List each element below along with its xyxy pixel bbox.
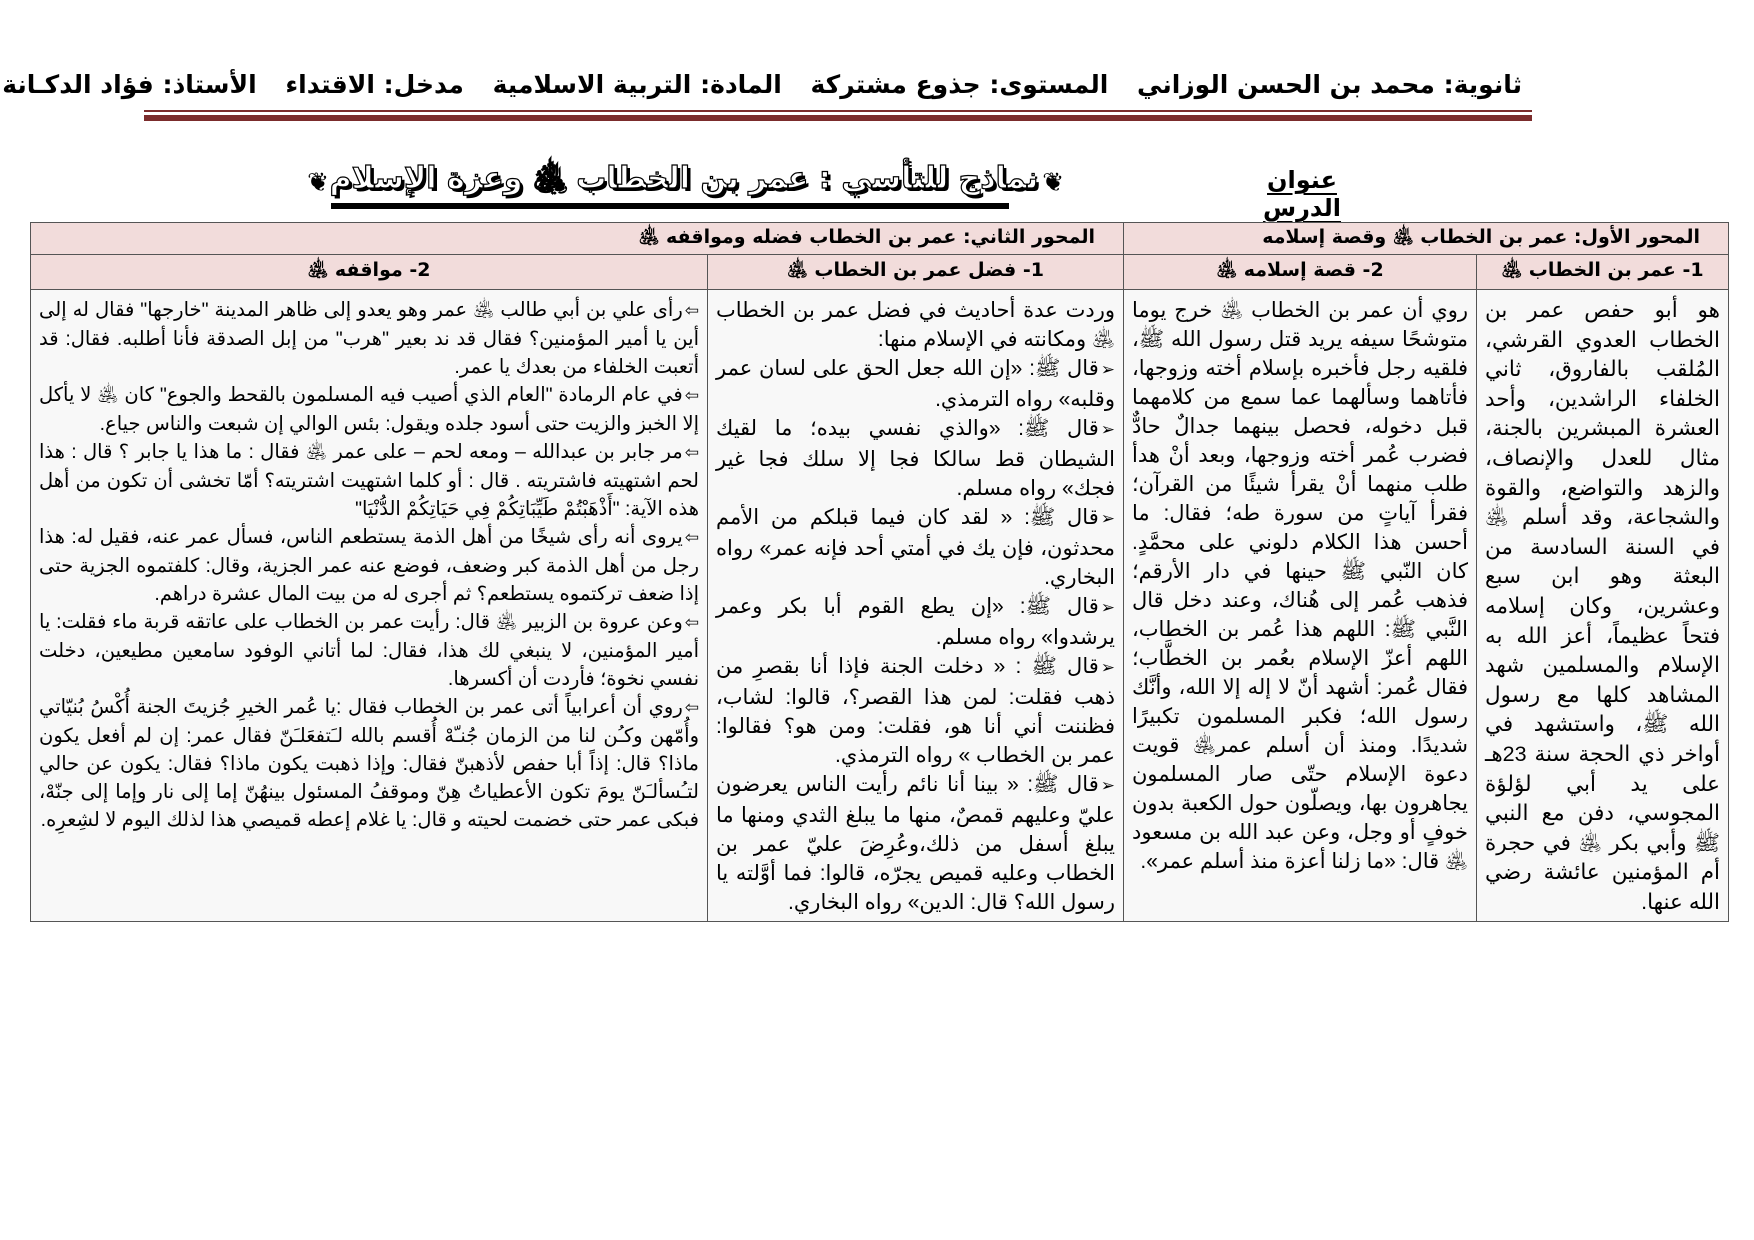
stance-item bbox=[40, 296, 700, 381]
stance-item bbox=[40, 381, 700, 438]
stance-item bbox=[40, 523, 700, 608]
hollow-arrow-bullet-icon: ⇦ bbox=[685, 443, 700, 463]
document-header bbox=[3, 70, 1533, 99]
stance-text: مر جابر بن عبدالله – ومعه لحم – على عمر ﵁ فقال : ما هذا يا جابر ؟ قال : هذا لحم اشتهيته فاشتريته . قال : أو كلما اشتهيت اشتريته؟ أمّا تخشى أن تكون من أهل هذه الآية: "أَذْهَبْتُمْ طَيِّبَاتِكُمْ فِي حَيَاتِكُمْ الدُّنْيَا" bbox=[40, 441, 701, 520]
hadith-text: قال ﷺ: «إن الله جعل الحق على لسان عمر وقلبه» رواه الترمذي. bbox=[717, 357, 1116, 411]
stance-text: روي أن أعرابياً أتى عمر بن الخطاب فقال :يا عُمر الخيرِ جُزيتَ الجنة أُكْسُ بُنيّاتي وأُمّهن وكـُن لنا من الزمان جُنـّهْ أُقسم بالله لـَتفعَلـَنّ فقال عمر: إن لم أفعل يكون ماذا؟ قال: إذاً أبا حفص لأذهبنّ فقال: وإذا ذهبت يكون ماذا؟ فقال: يكون عن حالي لتـُسألـَنّ يومَ تكون الأعطياتُ هِنّ وموقفُ المسئول بينهُنّ إما إلى نار وإما إلى جنّهْ، فبكى عمر حتى خضمت لحيته و قال: يا غلام إعطه قميصي هذا لذلك اليوم لا لشِعرِه. bbox=[40, 696, 700, 831]
stance-text: يروى أنه رأى شيخًا من أهل الذمة يستطعم الناس، فسأل عمر عنه، فقيل له: هذا رجل من أهل الذمة كبر وضعف، فوضع عنه عمر الجزية، وقال: كلفتموه الجزية حتى إذا ضعف تركتموه يستطعم؟ ثم أجرى له من بيت المال عشرة دراهم. bbox=[40, 526, 700, 605]
arrow-bullet-icon: ➢ bbox=[1101, 509, 1116, 529]
header-divider-thin bbox=[145, 110, 1533, 112]
level: المستوى: جذوع مشتركة bbox=[811, 70, 1110, 99]
title-underline bbox=[332, 203, 1010, 209]
biography-text: هو أبو حفص عمر بن الخطاب العدوي القرشي، المُلقب بالفاروق، ثاني الخلفاء الراشدين، وأحد العشرة المبشرين بالجنة، مثال للعدل والإنصاف، والزهد والتواضع، والقوة والشجاعة، وقد أسلم ﵁ في السنة السادسة من البعثة وهو ابن سبع وعشرين، وكان إسلامه فتحاً عظيماً، أعز الله به الإسلام والمسلمين شهد المشاهد كلها مع رسول الله ﷺ، واستشهد في أواخر ذي الحجة سنة 23هـ على يد أبي لؤلؤة المجوسي، دفن مع النبي ﷺ وأبي بكر ﵁ في حجرة أم المؤمنين عائشة رضي الله عنها. bbox=[1486, 298, 1722, 914]
biography-cell bbox=[1478, 290, 1730, 922]
hollow-arrow-bullet-icon: ⇦ bbox=[685, 698, 700, 718]
teacher: الأستاذ: فؤاد الدكـانة bbox=[3, 70, 258, 99]
arrow-bullet-icon: ➢ bbox=[1101, 776, 1116, 796]
stance-item bbox=[40, 693, 700, 834]
conversion-story-cell bbox=[1125, 290, 1478, 922]
column-heading-virtues: 1- فضل عمر بن الخطاب ﵁ bbox=[709, 255, 1125, 290]
subject: المادة: التربية الاسلامية bbox=[493, 70, 783, 99]
hadith-item bbox=[717, 592, 1116, 652]
stance-item bbox=[40, 608, 700, 693]
ornament-icon: ❦ bbox=[1043, 169, 1062, 194]
hadith-item bbox=[717, 770, 1116, 917]
hollow-arrow-bullet-icon: ⇦ bbox=[685, 528, 700, 548]
arrow-bullet-icon: ➢ bbox=[1101, 658, 1116, 678]
hadith-text: قال ﷺ: « بينا أنا نائم رأيت الناس يعرضون عليّ وعليهم قمصٌ، منها ما يبلغ الثدي ومنها ما يبلغ أسفل من ذلك،وعُرِضَ عليّ عمر بن الخطاب وعليه قميص يجرّه، قالوا: فما أوَّلته يا رسول الله؟ قال: الدين» رواه البخاري. bbox=[717, 773, 1116, 914]
column-heading-conversion-story: 2- قصة إسلامه ﵁ bbox=[1125, 255, 1478, 290]
arrow-bullet-icon: ➢ bbox=[1101, 420, 1116, 440]
entry: مدخل: الاقتداء bbox=[286, 70, 465, 99]
axis-2-heading: المحور الثاني: عمر بن الخطاب فضله ومواقفه ﵁ bbox=[32, 223, 1125, 255]
stance-text: وعن عروة بن الزبير ﵁ قال: رأيت عمر بن الخطاب على عاتقه قربة ماء فقلت: يا أمير المؤمنين، لا ينبغي لك هذا، فقال: لما أتاني الوفود سامعين مطيعين، دخلت نفسي نخوة؛ فأردت أن أكسرها. bbox=[40, 611, 700, 690]
hadith-text: قال ﷺ: «والذي نفسي بيده؛ ما لقيك الشيطان قط سالكا فجا إلا سلك فجا غير فجك» رواه مسلم. bbox=[717, 417, 1116, 500]
axis-1-heading: المحور الأول: عمر بن الخطاب ﵁ وقصة إسلامه bbox=[1125, 223, 1730, 255]
stance-text: في عام الرمادة "العام الذي أصيب فيه المسلمون بالقحط والجوع" كان ﵁ لا يأكل إلا الخبز والزيت حتى أسود جلده ويقول: بئس الوالي إن شبعت والناس جياع. bbox=[40, 384, 700, 435]
hollow-arrow-bullet-icon: ⇦ bbox=[685, 386, 700, 406]
arrow-bullet-icon: ➢ bbox=[1101, 360, 1116, 380]
hadith-text: قال ﷺ : « دخلت الجنة فإذا أنا بقصرِ من ذهب فقلت: لمن هذا القصر؟، قالوا: لشاب، فظننت أني أنا هو، فقلت: ومن هو؟ فقالوا: عمر بن الخطاب » رواه الترمذي. bbox=[717, 655, 1116, 767]
lesson-title bbox=[300, 160, 1070, 203]
hadith-item bbox=[717, 503, 1116, 592]
hadith-item bbox=[717, 652, 1116, 770]
column-heading-biography: 1- عمر بن الخطاب ﵁ bbox=[1478, 255, 1730, 290]
school-name: ثانوية: محمد بن الحسن الوزاني bbox=[1138, 70, 1523, 99]
hollow-arrow-bullet-icon: ⇦ bbox=[685, 613, 700, 633]
virtues-cell bbox=[709, 290, 1125, 922]
stance-item bbox=[40, 438, 700, 523]
lesson-title-text: نماذج للتأسي : عمر بن الخطاب ﵁ وعزة الإسلام bbox=[330, 161, 1040, 196]
hollow-arrow-bullet-icon: ⇦ bbox=[685, 301, 700, 321]
hadith-text: قال ﷺ: «إن يطع القوم أبا بكر وعمر يرشدوا» رواه مسلم. bbox=[717, 595, 1116, 649]
hadith-item bbox=[717, 354, 1116, 414]
conversion-story-text: روي أن عمر بن الخطاب ﵁ خرج يوما متوشحًا سيفه يريد قتل رسول الله ﷺ، فلقيه رجل فأخبره بإسلام أخته وزوجها، فأتاهما وسألهما عما سمع من كلامهما قبل دخوله، فحصل بينهما جدالٌ حادٌّ فضرب عُمر أخته وزوجها، وبعد أنْ هدأ طلب منهما أنْ يقرأ شيئًا من القرآن؛ فقرأ آياتٍ من سورة طه؛ فقال: ما أحسن هذا الكلام دلوني على محمَّدٍ. كان النّبي ﷺ حينها في دار الأرقم؛ فذهب عُمر إلى هُناك، وعند دخل قال النَّبي ﷺ: اللهم هذا عُمر بن الخطاب، اللهم أعزّ الإسلام بعُمر بن الخطَّاب؛ فقال عُمر: أشهد أنّ لا إله إلا الله، وأنَّك رسول الله؛ فكبر المسلمون تكبيرًا شديدًا. ومنذ أن أسلم عمر﵁ قويت دعوة الإسلام حتّى صار المسلمون يجاهرون بها، ويصلّون حول الكعبة بدون خوفٍ أو وجل، وعن عبد الله بن مسعود ﵁ قال: «ما زلنا أعزة منذ أسلم عمر». bbox=[1133, 299, 1470, 873]
lesson-label: عنوان الدرس bbox=[1263, 166, 1343, 222]
stances-cell bbox=[32, 290, 709, 922]
ornament-icon: ❦ bbox=[308, 169, 327, 194]
hadith-text: قال ﷺ: « لقد كان فيما قبلكم من الأمم محدثون، فإن يك في أمتي أحد فإنه عمر» رواه البخاري. bbox=[717, 506, 1116, 589]
arrow-bullet-icon: ➢ bbox=[1101, 598, 1116, 618]
hadith-item bbox=[717, 414, 1116, 503]
column-heading-stances: 2- مواقفه ﵁ bbox=[32, 255, 709, 290]
lesson-table bbox=[31, 222, 1730, 922]
virtues-intro: وردت عدة أحاديث في فضل عمر بن الخطاب ﵁ ومكانته في الإسلام منها: bbox=[717, 299, 1116, 351]
header-divider-thick bbox=[145, 115, 1533, 121]
stance-text: رأى علي بن أبي طالب ﵁ عمر وهو يعدو إلى ظاهر المدينة "خارجها" فقال له إلى أين يا أمير المؤمنين؟ فقال قد ند بعير "هرب" من إبل الصدقة فأنا أطلبه. فقال: قد أتعبت الخلفاء من بعدك يا عمر. bbox=[40, 299, 700, 378]
